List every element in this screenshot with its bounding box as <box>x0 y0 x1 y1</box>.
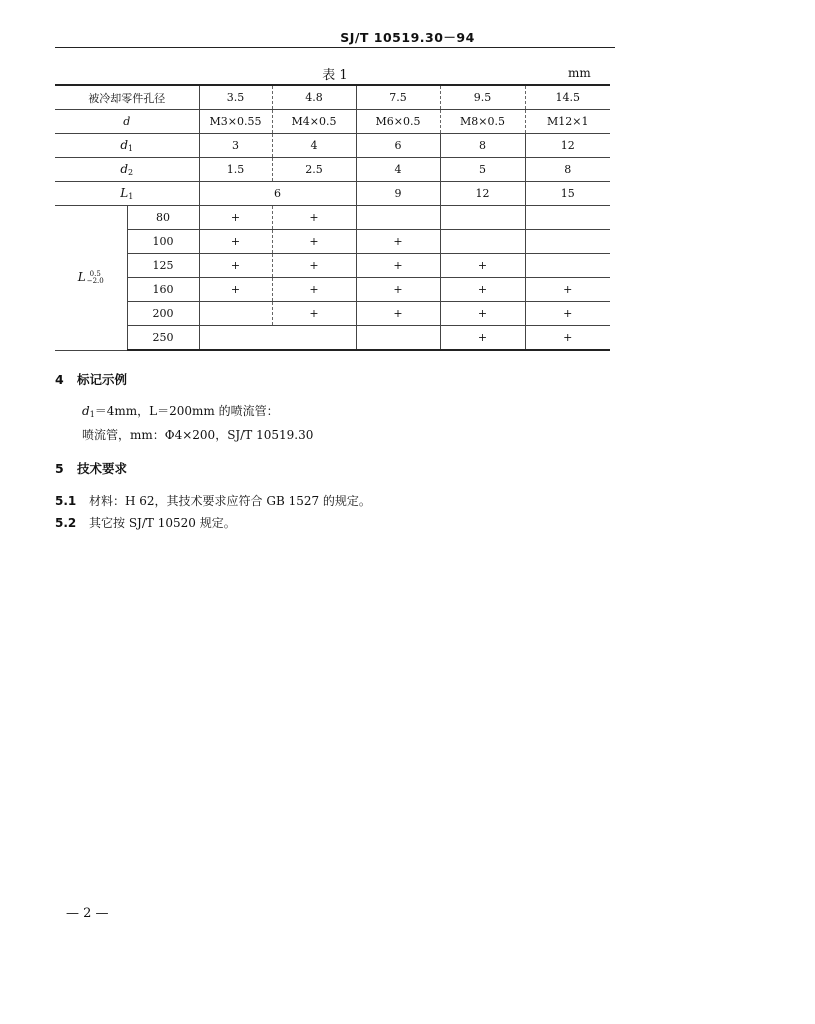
table-cell: 9.5 <box>440 85 525 110</box>
spec-table <box>55 84 610 351</box>
length-value: 80 <box>127 206 199 230</box>
length-value: 160 <box>127 278 199 302</box>
section-title: 标记示例 <box>77 372 128 387</box>
table-row-L <box>55 206 610 230</box>
table-cell <box>199 326 356 351</box>
row-label: $d_2$ <box>55 158 199 182</box>
table-cell: 5 <box>440 158 525 182</box>
table-cell: + <box>272 230 356 254</box>
table-cell: + <box>525 326 610 351</box>
table-cell: 15 <box>525 182 610 206</box>
table-cell: + <box>356 254 440 278</box>
table-cell: + <box>272 302 356 326</box>
table-cell: 3.5 <box>199 85 272 110</box>
length-group-label: L 0.5 −2.0 <box>55 206 127 351</box>
table-cell: + <box>440 254 525 278</box>
table-cell <box>525 206 610 230</box>
table-cell <box>199 302 272 326</box>
table-cell: 4.8 <box>272 85 356 110</box>
table-cell: + <box>440 326 525 351</box>
table-cell: 9 <box>356 182 440 206</box>
table-cell: 4 <box>272 134 356 158</box>
table-cell: 12 <box>525 134 610 158</box>
table-cell: 6 <box>356 134 440 158</box>
table-cell: 8 <box>440 134 525 158</box>
table-cell <box>440 206 525 230</box>
table-cell: + <box>272 278 356 302</box>
table-cell: M4×0.5 <box>272 110 356 134</box>
section-title: 技术要求 <box>77 461 128 476</box>
length-value: 125 <box>127 254 199 278</box>
table-row-L <box>55 326 610 351</box>
table-cell <box>525 254 610 278</box>
requirement-item: 5.1 材料：H 62，其技术要求应符合 GB 1527 的规定。 <box>55 494 371 508</box>
table-cell: + <box>199 254 272 278</box>
table-cell: 1.5 <box>199 158 272 182</box>
section-number: 5 <box>55 461 64 476</box>
table-cell: 14.5 <box>525 85 610 110</box>
table-cell: 6 <box>199 182 356 206</box>
header-rule <box>55 47 615 48</box>
table-cell: + <box>356 278 440 302</box>
row-label: $L_1$ <box>55 182 199 206</box>
table-cell: + <box>525 302 610 326</box>
table-row-L <box>55 302 610 326</box>
row-label: d <box>55 110 199 134</box>
table-cell: + <box>440 278 525 302</box>
document-code: SJ/T 10519.30－94 <box>340 30 475 45</box>
page-number: — 2 — <box>66 906 109 921</box>
table-cell: M8×0.5 <box>440 110 525 134</box>
table-cell: 8 <box>525 158 610 182</box>
table-cell <box>440 230 525 254</box>
table-cell: + <box>356 302 440 326</box>
table-cell: + <box>440 302 525 326</box>
table-cell: 4 <box>356 158 440 182</box>
row-label: 被冷却零件孔径 <box>55 85 199 110</box>
table-cell: + <box>199 230 272 254</box>
table-caption: 表 1 <box>322 68 348 83</box>
section-5-heading <box>55 459 127 477</box>
table-cell: + <box>199 278 272 302</box>
table-row-d2 <box>55 158 610 182</box>
table-row-L <box>55 278 610 302</box>
length-value: 200 <box>127 302 199 326</box>
length-value: 250 <box>127 326 199 351</box>
row-label: $d_1$ <box>55 134 199 158</box>
table-cell: M6×0.5 <box>356 110 440 134</box>
length-value: 100 <box>127 230 199 254</box>
table-cell <box>525 230 610 254</box>
marking-example-line-2: 喷流管，mm：Φ4×200，SJ/T 10519.30 <box>82 428 314 442</box>
table-row-L <box>55 254 610 278</box>
section-number: 4 <box>55 372 64 387</box>
table-row-L <box>55 230 610 254</box>
table-cell: + <box>525 278 610 302</box>
table-row-diameter <box>55 85 610 110</box>
table-cell: + <box>272 206 356 230</box>
table-cell <box>356 326 440 351</box>
table-cell: + <box>272 254 356 278</box>
table-cell: 2.5 <box>272 158 356 182</box>
marking-example-line-1: $d_1=4mm$，L＝200mm 的喷流管： <box>82 404 279 419</box>
table-row-L1 <box>55 182 610 206</box>
table-cell: 7.5 <box>356 85 440 110</box>
requirement-item: 5.2 其它按 SJ/T 10520 规定。 <box>55 516 236 530</box>
table-unit: mm <box>568 66 591 80</box>
table-cell: 3 <box>199 134 272 158</box>
table-cell: M12×1 <box>525 110 610 134</box>
table-cell: + <box>199 206 272 230</box>
section-4-heading <box>55 370 127 388</box>
table-cell: 12 <box>440 182 525 206</box>
table-row-d <box>55 110 610 134</box>
table-cell <box>356 206 440 230</box>
table-row-d1 <box>55 134 610 158</box>
table-cell: + <box>356 230 440 254</box>
table-cell: M3×0.55 <box>199 110 272 134</box>
